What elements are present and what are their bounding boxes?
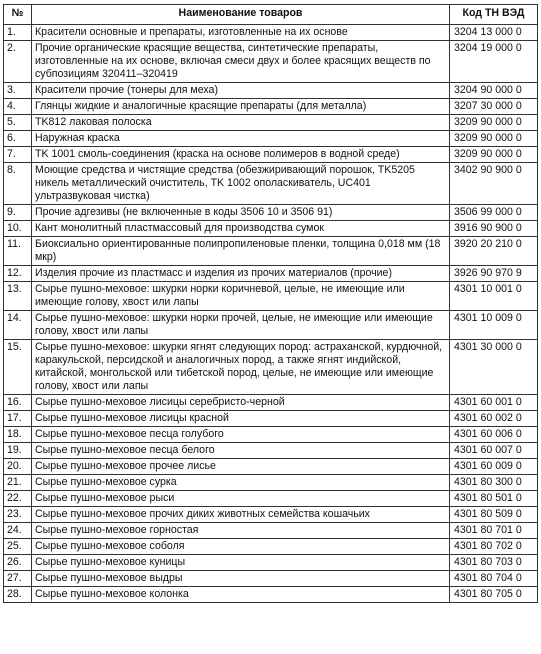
row-name: Сырье пушно-меховое песца голубого [32,427,450,443]
table-row [4,41,538,83]
table-row [4,411,538,427]
row-name: Прочие органические красящие вещества, синтетические препараты, изготовленные на их основе, включая смеси двух и более красящих веществ по субпозициям 320411–320419 [32,41,450,83]
row-name: Сырье пушно-меховое прочее лисье [32,459,450,475]
row-code: 3916 90 900 0 [450,221,538,237]
row-number: 8. [4,163,32,205]
row-code: 3209 90 000 0 [450,131,538,147]
row-number: 23. [4,507,32,523]
table-row [4,475,538,491]
row-name: Прочие адгезивы (не включенные в коды 3506 10 и 3506 91) [32,205,450,221]
row-number: 22. [4,491,32,507]
row-number: 24. [4,523,32,539]
row-code: 3402 90 900 0 [450,163,538,205]
row-code: 3204 19 000 0 [450,41,538,83]
row-name: Красители прочие (тонеры для меха) [32,83,450,99]
table-row [4,555,538,571]
row-number: 25. [4,539,32,555]
row-number: 21. [4,475,32,491]
header-name: Наименование товаров [32,5,450,25]
row-code: 3920 20 210 0 [450,237,538,266]
row-name: Сырье пушно-меховое лисицы красной [32,411,450,427]
row-code: 4301 60 007 0 [450,443,538,459]
table-row [4,147,538,163]
row-code: 4301 80 703 0 [450,555,538,571]
row-number: 1. [4,25,32,41]
row-code: 4301 60 001 0 [450,395,538,411]
row-name: Глянцы жидкие и аналогичные красящие препараты (для металла) [32,99,450,115]
table-row [4,340,538,395]
row-name: Сырье пушно-меховое выдры [32,571,450,587]
header-code: Код ТН ВЭД [450,5,538,25]
row-number: 27. [4,571,32,587]
row-name: Сырье пушно-меховое лисицы серебристо-черной [32,395,450,411]
row-name: Сырье пушно-меховое соболя [32,539,450,555]
row-code: 3926 90 970 9 [450,266,538,282]
table-header-row [4,5,538,25]
table-row [4,83,538,99]
table-row [4,311,538,340]
row-name: Красители основные и препараты, изготовленные на их основе [32,25,450,41]
row-code: 4301 10 009 0 [450,311,538,340]
row-number: 18. [4,427,32,443]
row-name: Сырье пушно-меховое колонка [32,587,450,603]
row-code: 4301 10 001 0 [450,282,538,311]
table-row [4,237,538,266]
row-number: 13. [4,282,32,311]
table-row [4,443,538,459]
row-name: Кант монолитный пластмассовый для производства сумок [32,221,450,237]
table-row [4,282,538,311]
table-row [4,99,538,115]
row-name: Моющие средства и чистящие средства (обезжиривающий порошок, TK5205 никель металлический очиститель, TK 1002 ополаскиватель, UC401 ультразвуковая чистка) [32,163,450,205]
row-code: 3209 90 000 0 [450,115,538,131]
row-code: 3506 99 000 0 [450,205,538,221]
row-name: Сырье пушно-меховое сурка [32,475,450,491]
row-name: Сырье пушно-меховое: шкурки норки коричневой, целые, не имеющие или имеющие голову, хвост или лапы [32,282,450,311]
row-code: 3209 90 000 0 [450,147,538,163]
row-name: Сырье пушно-меховое горностая [32,523,450,539]
row-code: 4301 80 501 0 [450,491,538,507]
row-number: 4. [4,99,32,115]
table-row [4,539,538,555]
row-name: Сырье пушно-меховое рыси [32,491,450,507]
table-row [4,587,538,603]
row-code: 4301 30 000 0 [450,340,538,395]
row-number: 6. [4,131,32,147]
row-number: 17. [4,411,32,427]
table-row [4,523,538,539]
row-name: TK812 лаковая полоска [32,115,450,131]
row-number: 19. [4,443,32,459]
row-code: 4301 60 006 0 [450,427,538,443]
table-row [4,459,538,475]
row-name: TK 1001 смоль-соединения (краска на основе полимеров в водной среде) [32,147,450,163]
table-row [4,221,538,237]
row-code: 4301 80 702 0 [450,539,538,555]
row-code: 4301 80 704 0 [450,571,538,587]
row-name: Биоксиально ориентированные полипропиленовые пленки, толщина 0,018 мм (18 мкр) [32,237,450,266]
row-number: 10. [4,221,32,237]
table-row [4,507,538,523]
row-name: Сырье пушно-меховое песца белого [32,443,450,459]
row-number: 12. [4,266,32,282]
row-number: 20. [4,459,32,475]
row-code: 4301 80 300 0 [450,475,538,491]
table-row [4,266,538,282]
row-code: 4301 60 002 0 [450,411,538,427]
row-number: 2. [4,41,32,83]
table-row [4,491,538,507]
row-code: 4301 80 509 0 [450,507,538,523]
row-number: 16. [4,395,32,411]
row-number: 9. [4,205,32,221]
row-code: 4301 80 701 0 [450,523,538,539]
row-number: 7. [4,147,32,163]
row-number: 3. [4,83,32,99]
table-row [4,131,538,147]
goods-table [3,4,538,603]
header-num: № [4,5,32,25]
row-number: 14. [4,311,32,340]
row-code: 3204 13 000 0 [450,25,538,41]
row-name: Сырье пушно-меховое: шкурки ягнят следующих пород: астраханской, курдючной, каракульской, персидской и аналогичных пород, а также ягнят индийской, китайской, монгольской или тибетской пород, целые, не имеющие или имеющие голову, хвост или лапы [32,340,450,395]
row-code: 3204 90 000 0 [450,83,538,99]
table-row [4,205,538,221]
table-row [4,427,538,443]
row-number: 15. [4,340,32,395]
row-number: 28. [4,587,32,603]
row-code: 4301 60 009 0 [450,459,538,475]
table-body [4,25,538,603]
row-code: 3207 30 000 0 [450,99,538,115]
row-name: Наружная краска [32,131,450,147]
row-name: Сырье пушно-меховое: шкурки норки прочей, целые, не имеющие или имеющие голову, хвост или лапы [32,311,450,340]
row-number: 11. [4,237,32,266]
row-name: Сырье пушно-меховое куницы [32,555,450,571]
row-number: 26. [4,555,32,571]
row-number: 5. [4,115,32,131]
table-row [4,163,538,205]
table-row [4,25,538,41]
table-row [4,571,538,587]
table-row [4,395,538,411]
table-row [4,115,538,131]
row-name: Изделия прочие из пластмасс и изделия из прочих материалов (прочие) [32,266,450,282]
row-name: Сырье пушно-меховое прочих диких животных семейства кошачьих [32,507,450,523]
row-code: 4301 80 705 0 [450,587,538,603]
